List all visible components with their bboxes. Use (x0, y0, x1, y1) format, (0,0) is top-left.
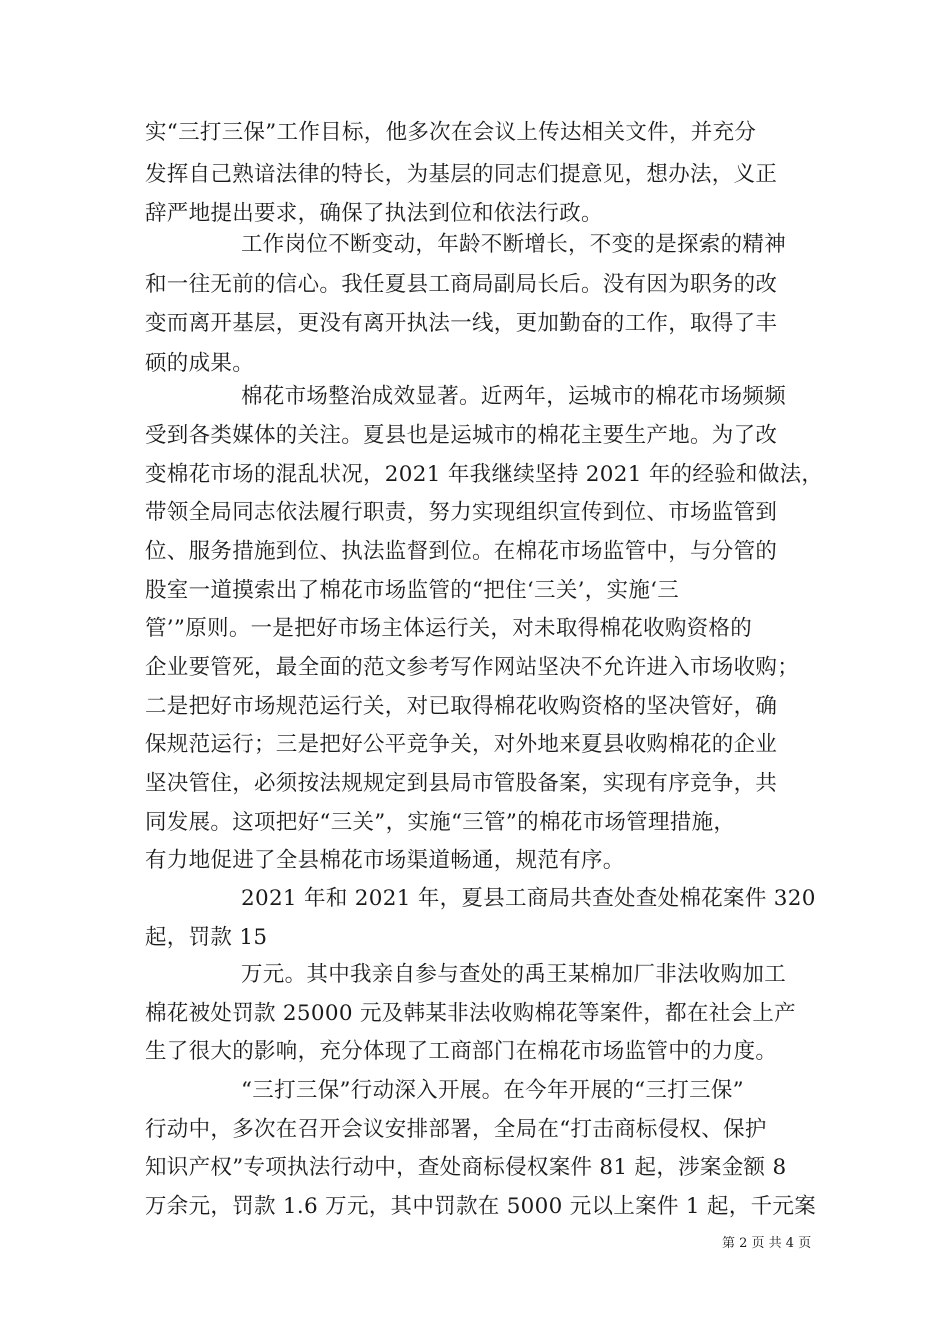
text-line: 企业要管死，最全面的范文参考写作网站坚决不允许进入市场收购； (145, 655, 800, 680)
text-line: 起，罚款 15 (145, 925, 268, 950)
text-line: 管’”原则。一是把好市场主体运行关，对未取得棉花收购资格的 (145, 616, 753, 641)
text-line: 二是把好市场规范运行关，对已取得棉花收购资格的坚决管好，确 (145, 694, 778, 719)
text-line: “三打三保”行动深入开展。在今年开展的“三打三保” (241, 1078, 744, 1103)
text-line: 工作岗位不断变动，年龄不断增长，不变的是探索的精神 (241, 232, 787, 257)
text-line: 生了很大的影响，充分体现了工商部门在棉花市场监管中的力度。 (145, 1039, 778, 1064)
text-line: 同发展。这项把好“三关”，实施“三管”的棉花市场管理措施， (145, 810, 736, 835)
page-number-footer: 第 2 页 共 4 页 (722, 1236, 812, 1251)
text-line: 发挥自己熟谙法律的特长，为基层的同志们提意见，想办法，义正 (145, 162, 778, 187)
text-line: 万余元，罚款 1.6 万元，其中罚款在 5000 元以上案件 1 起，千元案 (145, 1194, 816, 1219)
text-line: 硕的成果。 (145, 351, 255, 376)
text-line: 保规范运行；三是把好公平竞争关，对外地来夏县收购棉花的企业 (145, 732, 778, 757)
text-line: 棉花市场整治成效显著。近两年，运城市的棉花市场频频 (241, 384, 787, 409)
text-line: 行动中，多次在召开会议安排部署，全局在“打击商标侵权、保护 (145, 1117, 767, 1142)
text-line: 带领全局同志依法履行职责，努力实现组织宣传到位、市场监管到 (145, 500, 778, 525)
text-line: 和一往无前的信心。我任夏县工商局副局长后。没有因为职务的改 (145, 272, 778, 297)
text-line: 坚决管住，必须按法规规定到县局市管股备案，实现有序竞争，共 (145, 771, 778, 796)
text-line: 2021 年和 2021 年，夏县工商局共查处查处棉花案件 320 (241, 886, 816, 911)
text-line: 知识产权”专项执法行动中，查处商标侵权案件 81 起，涉案金额 8 (145, 1155, 787, 1180)
text-line: 受到各类媒体的关注。夏县也是运城市的棉花主要生产地。为了改 (145, 423, 778, 448)
text-line: 实“三打三保”工作目标，他多次在会议上传达相关文件，并充分 (145, 120, 757, 145)
text-line: 变棉花市场的混乱状况，2021 年我继续坚持 2021 年的经验和做法， (145, 462, 824, 487)
text-line: 辞严地提出要求，确保了执法到位和依法行政。 (145, 201, 603, 226)
text-line: 股室一道摸索出了棉花市场监管的“把住‘三关’，实施‘三 (145, 578, 680, 603)
text-line: 变而离开基层，更没有离开执法一线，更加勤奋的工作，取得了丰 (145, 311, 778, 336)
text-line: 棉花被处罚款 25000 元及韩某非法收购棉花等案件，都在社会上产 (145, 1001, 796, 1026)
text-line: 有力地促进了全县棉花市场渠道畅通，规范有序。 (145, 848, 625, 873)
text-line: 位、服务措施到位、执法监督到位。在棉花市场监管中，与分管的 (145, 539, 778, 564)
text-line: 万元。其中我亲自参与查处的禹王某棉加厂非法收购加工 (241, 962, 787, 987)
